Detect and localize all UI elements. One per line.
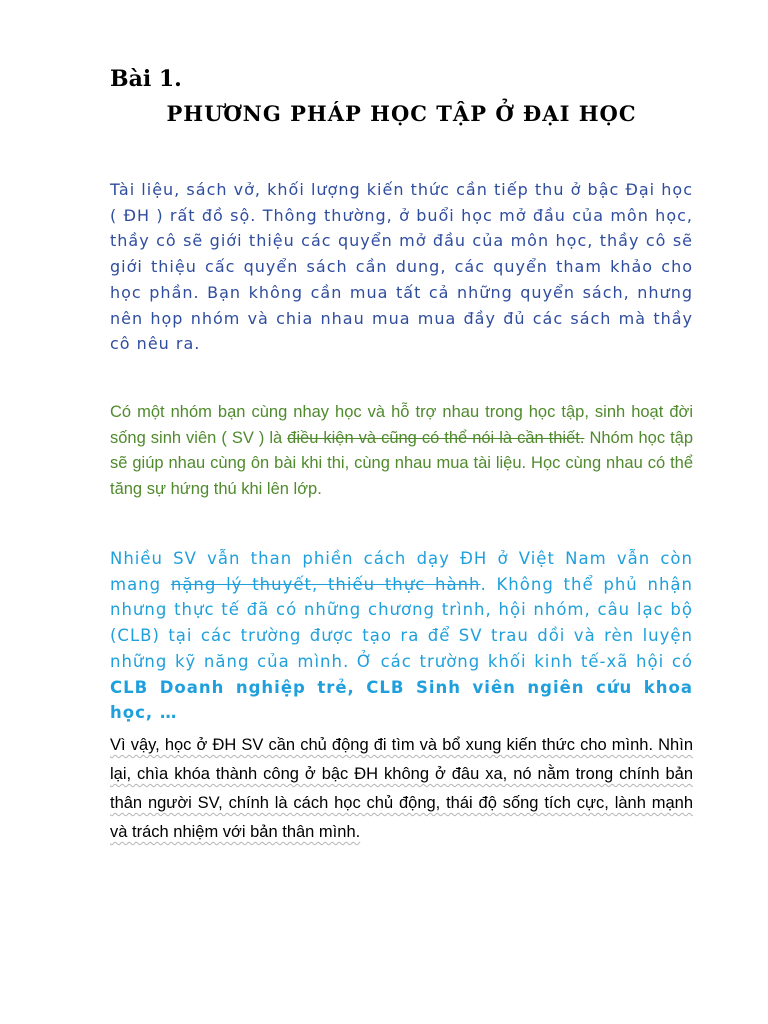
page-title: PHƯƠNG PHÁP HỌC TẬP Ở ĐẠI HỌC [166,101,637,126]
paragraph-clubs-text-middle: . Không thể phủ nhận nhưng thực tế đã có những chương trình, hội nhóm, câu lạc bộ (CLB) tại các trường được tạo ra để SV trau dồi và rèn luyện những kỹ năng của mình. Ở các trường khối kinh tế-xã hội có [110,574,693,671]
lesson-number: Bài 1. [110,66,182,92]
paragraph-study-group [110,400,693,503]
paragraph-study-group-text-end: Nhóm học tập sẽ giúp nhau cùng ôn bài khi thi, cùng nhau mua tài liệu. Học cùng nhau có thể tăng sự hứng thú khi lên lớp. [110,428,694,499]
paragraph-conclusion [110,731,693,847]
paragraph-clubs-text: Nhiều SV vẫn than phiền cách dạy ĐH ở Việt Nam vẫn còn mang [110,549,693,594]
paragraph-study-group-text: Có một nhóm bạn cùng nhay học và hỗ trợ nhau trong học tập, sinh hoạt đời sống sinh viên ( SV ) là [110,403,693,447]
paragraph-materials-text: Tài liệu, sách vở, khối lượng kiến thức cần tiếp thu ở bậc Đại học ( ĐH ) rất đồ sộ. Thông thường, ở buổi học mở đầu của môn học, thầy cô sẽ giới thiệu các quyển mở đầu của môn học, thầy cô sẽ giới thiệu cấc quyển sách cần dung, các quyển tham khảo cho học phần. Bạn không cần mua tất cả những quyển sách, nhưng nên họp nhóm và chia nhau mua mua đầy đủ các sách mà thầy cô nêu ra. [110,180,693,354]
clubs-bold-text: CLB Doanh nghiệp trẻ, CLB Sinh viên ngiên cứu khoa học, … [110,677,693,723]
strikethrough-text: điều kiện và cũng có thể nói là cần thiết. [287,428,585,447]
paragraph-materials [110,177,693,357]
strikethrough-text: nặng lý thuyết, thiếu thực hành [170,574,481,594]
paragraph-conclusion-text: Vì vậy, học ở ĐH SV cần chủ động đi tìm và bổ xung kiến thức cho mình. Nhìn lại, chìa khóa thành công ở bậc ĐH không ở đâu xa, nó nằm trong chính bản thân người SV, chính là cách học chủ động, thái độ sống tích cực, lành mạnh và trách nhiệm với bản thân mình. [110,736,693,841]
paragraph-clubs [110,546,693,726]
